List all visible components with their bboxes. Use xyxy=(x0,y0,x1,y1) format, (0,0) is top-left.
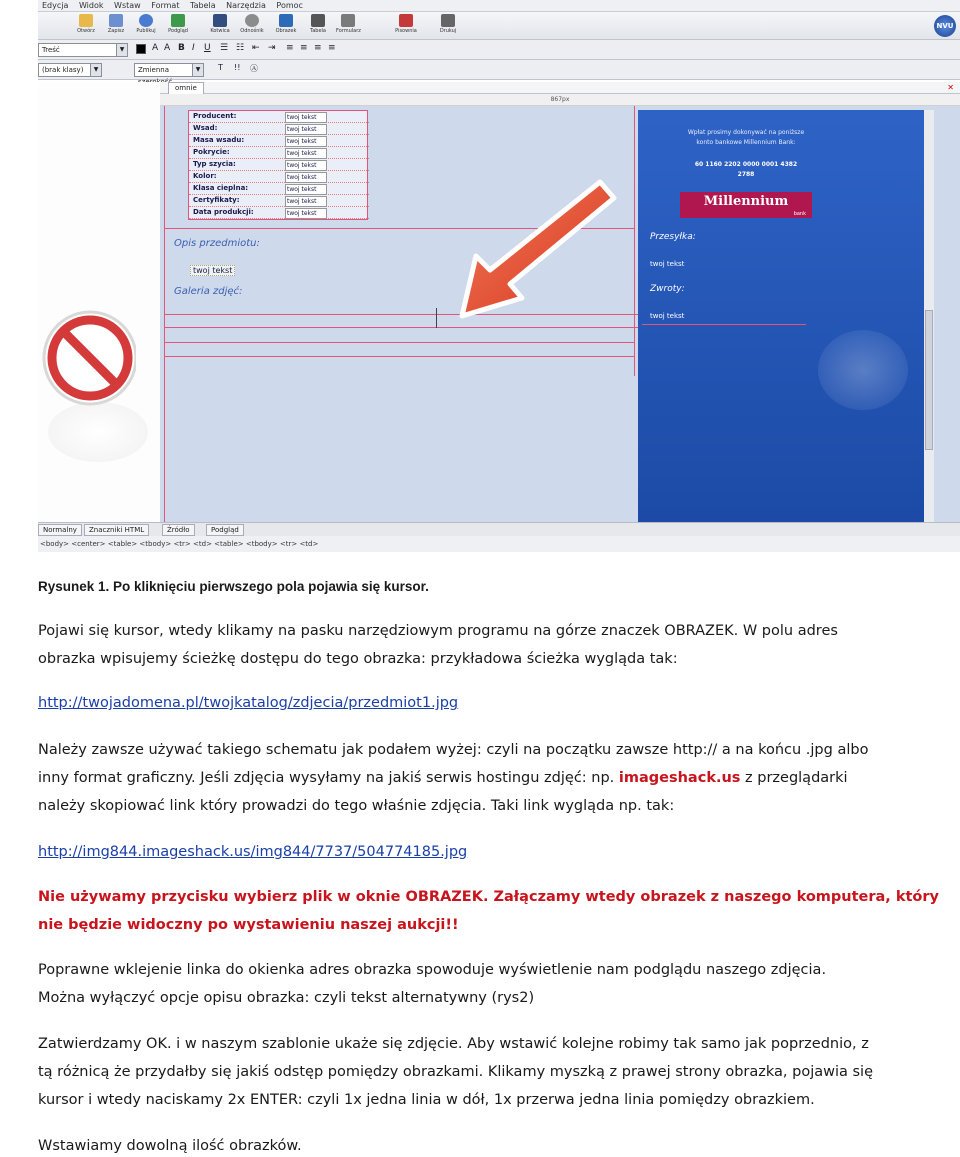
przesylka-label: Przesyłka: xyxy=(650,232,696,242)
width-ruler: 867px xyxy=(160,94,960,106)
imageshack-link[interactable]: imageshack.us xyxy=(618,770,741,786)
spell-label: Pisownia xyxy=(395,28,417,34)
editor-screenshot xyxy=(38,0,960,552)
preview-label: Podgląd xyxy=(168,28,188,34)
menu-edit[interactable]: Edycja xyxy=(42,1,69,10)
paragraph-line: tą różnicą że przydałby się jakiś odstęp pomiędzy obrazkami. Klikamy myszką z prawej strony obrazka, pojawia się xyxy=(38,1064,873,1080)
anchor-button[interactable] xyxy=(208,14,232,40)
width-select[interactable] xyxy=(134,63,204,77)
anchor-label: Kotwica xyxy=(210,28,230,34)
spec-value[interactable]: twoj tekst xyxy=(285,160,327,171)
underline-button[interactable]: U xyxy=(204,43,211,53)
table-border xyxy=(164,356,634,357)
indent-icon[interactable]: ⇥ xyxy=(268,43,276,53)
no-entry-icon xyxy=(38,306,136,410)
table-row xyxy=(189,135,369,147)
table-border xyxy=(164,342,634,343)
tab-normal[interactable]: Normalny xyxy=(38,524,82,536)
bank-side-panel xyxy=(638,110,934,522)
print-icon xyxy=(441,14,455,27)
left-margin xyxy=(38,82,160,522)
link-label: Odnośnik xyxy=(240,28,264,34)
table-row xyxy=(189,171,369,183)
paragraph-line: należy skopiować link który prowadzi do tego właśnie zdjęcia. Taki link wygląda np. tak: xyxy=(38,798,675,814)
link-text[interactable]: http://twojadomena.pl/twojkatalog/zdjecia/przedmiot1.jpg xyxy=(38,695,459,711)
table-border xyxy=(634,106,635,376)
example-link-2[interactable] xyxy=(38,839,954,865)
outdent-icon[interactable]: ⇤ xyxy=(252,43,260,53)
zwroty-text[interactable]: twoj tekst xyxy=(650,312,685,320)
spec-value[interactable]: twoj tekst xyxy=(285,172,327,183)
table-button[interactable] xyxy=(306,14,330,40)
menu-help[interactable]: Pomoc xyxy=(276,1,303,10)
chevron-down-icon: ▼ xyxy=(192,64,203,76)
menu-bar xyxy=(38,0,960,12)
warning-line: Nie używamy przycisku wybierz plik w oknie OBRAZEK. Załączamy wtedy obrazek z naszego komputera, który xyxy=(38,889,939,905)
table-icon xyxy=(311,14,325,27)
feather-decoration xyxy=(818,330,908,410)
spell-icon xyxy=(399,14,413,27)
opis-text[interactable]: twoj tekst xyxy=(190,265,235,276)
spell-button[interactable] xyxy=(394,14,418,40)
table-row xyxy=(189,207,369,219)
spec-key: Typ szycia: xyxy=(193,160,236,168)
font-larger-icon[interactable]: A xyxy=(164,43,171,53)
spec-key: Data produkcji: xyxy=(193,208,254,216)
paragraph-text: z przeglądarki xyxy=(745,770,848,786)
table-row xyxy=(189,159,369,171)
chevron-down-icon: ▼ xyxy=(90,64,101,76)
menu-table[interactable]: Tabela xyxy=(190,1,216,10)
class-select[interactable] xyxy=(38,63,102,77)
form-icon xyxy=(341,14,355,27)
publish-button[interactable] xyxy=(134,14,158,40)
menu-tools[interactable]: Narzędzia xyxy=(226,1,266,10)
tab-omnie[interactable]: omnie xyxy=(168,82,204,94)
image-icon xyxy=(279,14,293,27)
table-label: Tabela xyxy=(310,28,326,34)
format-toolbar xyxy=(38,40,960,60)
tab-preview[interactable]: Podgląd xyxy=(206,524,244,536)
edit-mode-bar xyxy=(38,522,960,536)
spec-value[interactable]: twoj tekst xyxy=(285,136,327,147)
bank-text: konto bankowe Millennium Bank: xyxy=(696,139,796,146)
link-button[interactable] xyxy=(240,14,264,40)
spec-key: Producent: xyxy=(193,112,237,120)
table-row xyxy=(189,147,369,159)
publish-icon xyxy=(139,14,153,27)
link-icon xyxy=(245,14,259,27)
spec-key: Masa wsadu: xyxy=(193,136,245,144)
bank-account: 60 1160 2202 0000 0001 4382 xyxy=(694,161,798,168)
millennium-logo xyxy=(680,192,812,218)
logo-sub: bank xyxy=(793,211,806,217)
bullet-list-icon[interactable]: ☰ xyxy=(220,43,229,53)
align-right-icon[interactable]: ≡ xyxy=(314,43,322,53)
paragraph-line: Można wyłączyć opcje opisu obrazka: czyli tekst alternatywny (rys2) xyxy=(38,990,535,1006)
figure-caption: Rysunek 1. Po kliknięciu pierwszego pola pojawia się kursor. xyxy=(38,579,429,594)
italic-button[interactable]: I xyxy=(192,43,195,53)
style-icon[interactable]: T xyxy=(218,63,223,72)
tab-html-tags[interactable]: Znaczniki HTML xyxy=(84,524,149,536)
spec-key: Certyfikaty: xyxy=(193,196,240,204)
spec-table[interactable] xyxy=(188,110,368,220)
paragraph-line: obrazka wpisujemy ścieżkę dostępu do tego obrazka: przykładowa ścieżka wygląda tak: xyxy=(38,651,678,667)
save-icon xyxy=(109,14,123,27)
class-value: (brak klasy) xyxy=(42,66,84,74)
main-toolbar xyxy=(38,12,960,40)
logo-text: Millennium xyxy=(703,194,789,209)
table-row xyxy=(189,111,369,123)
image-label: Obrazek xyxy=(275,28,297,34)
form-button[interactable] xyxy=(336,14,360,40)
chevron-down-icon: ▼ xyxy=(116,44,127,56)
paragraph-text: inny format graficzny. Jeśli zdjęcia wysyłamy na jakiś serwis hostingu zdjęć: np. xyxy=(38,770,615,786)
spec-value[interactable]: twoj tekst xyxy=(285,184,327,195)
menu-insert[interactable]: Wstaw xyxy=(114,1,141,10)
tab-source[interactable]: Źródło xyxy=(162,524,195,536)
opis-title: Opis przedmiotu: xyxy=(174,238,260,249)
scrollbar[interactable] xyxy=(924,110,934,522)
menu-view[interactable]: Widok xyxy=(78,1,104,10)
table-row xyxy=(189,123,369,135)
open-icon xyxy=(79,14,93,27)
document-tabs xyxy=(160,82,960,94)
paragraph-line: Zatwierdzamy OK. i w naszym szablonie ukaże się zdjęcie. Aby wstawić kolejne robimy tak samo jak poprzednio, z xyxy=(38,1036,869,1052)
align-justify-icon[interactable]: ≡ xyxy=(328,43,336,53)
open-label: Otwórz xyxy=(77,28,95,34)
close-icon[interactable]: ✕ xyxy=(947,83,954,92)
table-border xyxy=(642,324,806,325)
spec-value[interactable]: twoj tekst xyxy=(285,148,327,159)
paragraph-format-value: Treść xyxy=(42,46,60,54)
save-button[interactable] xyxy=(104,14,128,40)
bank-text: Wpłat prosimy dokonywać na poniższe xyxy=(687,129,805,136)
tag-path: <body> <center> <table> <tbody> <tr> <td> <table> <tbody> <tr> <td> xyxy=(38,536,960,552)
paragraph-line: Wstawiamy dowolną ilość obrazków. xyxy=(38,1138,302,1154)
link-text[interactable]: http://img844.imageshack.us/img844/7737/504774185.jpg xyxy=(38,844,468,860)
pointer-arrow-icon xyxy=(448,176,618,326)
bank-account: 2788 xyxy=(737,171,755,178)
style-toolbar xyxy=(38,60,960,80)
text-color-swatch[interactable] xyxy=(136,44,146,54)
paragraph-line: kursor i wtedy naciskamy 2x ENTER: czyli 1x jedna linia w dół, 1x przerwa jedna linia pomiędzy obrazkiem. xyxy=(38,1092,815,1108)
spec-value[interactable]: twoj tekst xyxy=(285,124,327,135)
bold-button[interactable]: B xyxy=(178,43,185,53)
table-row xyxy=(189,195,369,207)
anchor-icon xyxy=(213,14,227,27)
clear-style-icon[interactable]: Ⓐ xyxy=(250,64,258,73)
paragraph-line xyxy=(38,765,954,791)
galeria-title: Galeria zdjęć: xyxy=(174,286,243,297)
paragraph-format-select[interactable] xyxy=(38,43,128,57)
app-logo-icon: NVU xyxy=(934,15,956,37)
spec-key: Wsad: xyxy=(193,124,218,132)
paragraph-line: Należy zawsze używać takiego schematu jak podałem wyżej: czyli na początku zawsze http:// a na końcu .jpg albo xyxy=(38,742,869,758)
spec-key: Klasa cieplna: xyxy=(193,184,249,192)
align-center-icon[interactable]: ≡ xyxy=(300,43,308,53)
number-list-icon[interactable]: ☷ xyxy=(236,43,245,53)
image-button[interactable] xyxy=(274,14,298,40)
font-smaller-icon[interactable]: A xyxy=(152,43,159,53)
publish-label: Publikuj xyxy=(136,28,156,34)
print-button[interactable] xyxy=(436,14,460,40)
paragraph-line: Pojawi się kursor, wtedy klikamy na pasku narzędziowym programu na górze znaczek OBRAZEK. W polu adres xyxy=(38,623,838,639)
spec-key: Pokrycie: xyxy=(193,148,230,156)
scrollbar-thumb[interactable] xyxy=(925,310,933,450)
warning-line: nie będzie widoczny po wystawieniu naszej aukcji!! xyxy=(38,917,459,933)
example-link-1[interactable] xyxy=(38,690,954,716)
spec-value[interactable]: twoj tekst xyxy=(285,208,327,219)
spec-key: Kolor: xyxy=(193,172,217,180)
open-button[interactable] xyxy=(74,14,98,40)
table-row xyxy=(189,183,369,195)
zwroty-label: Zwroty: xyxy=(650,284,685,294)
align-left-icon[interactable]: ≡ xyxy=(286,43,294,53)
text-cursor xyxy=(436,308,440,328)
preview-button[interactable] xyxy=(166,14,190,40)
paragraph-line: Poprawne wklejenie linka do okienka adres obrazka spowoduje wyświetlenie nam podglądu naszego zdjęcia. xyxy=(38,962,827,978)
save-label: Zapisz xyxy=(107,28,125,34)
pipe-icon[interactable]: !! xyxy=(234,63,241,72)
spec-value[interactable]: twoj tekst xyxy=(285,196,327,207)
print-label: Drukuj xyxy=(439,28,457,34)
width-value: Zmienna xyxy=(138,66,170,74)
spec-value[interactable]: twoj tekst xyxy=(285,112,327,123)
menu-format[interactable]: Format xyxy=(151,1,180,10)
preview-icon xyxy=(171,14,185,27)
przesylka-text[interactable]: twoj tekst xyxy=(650,260,685,268)
form-label: Formularz xyxy=(336,28,361,34)
